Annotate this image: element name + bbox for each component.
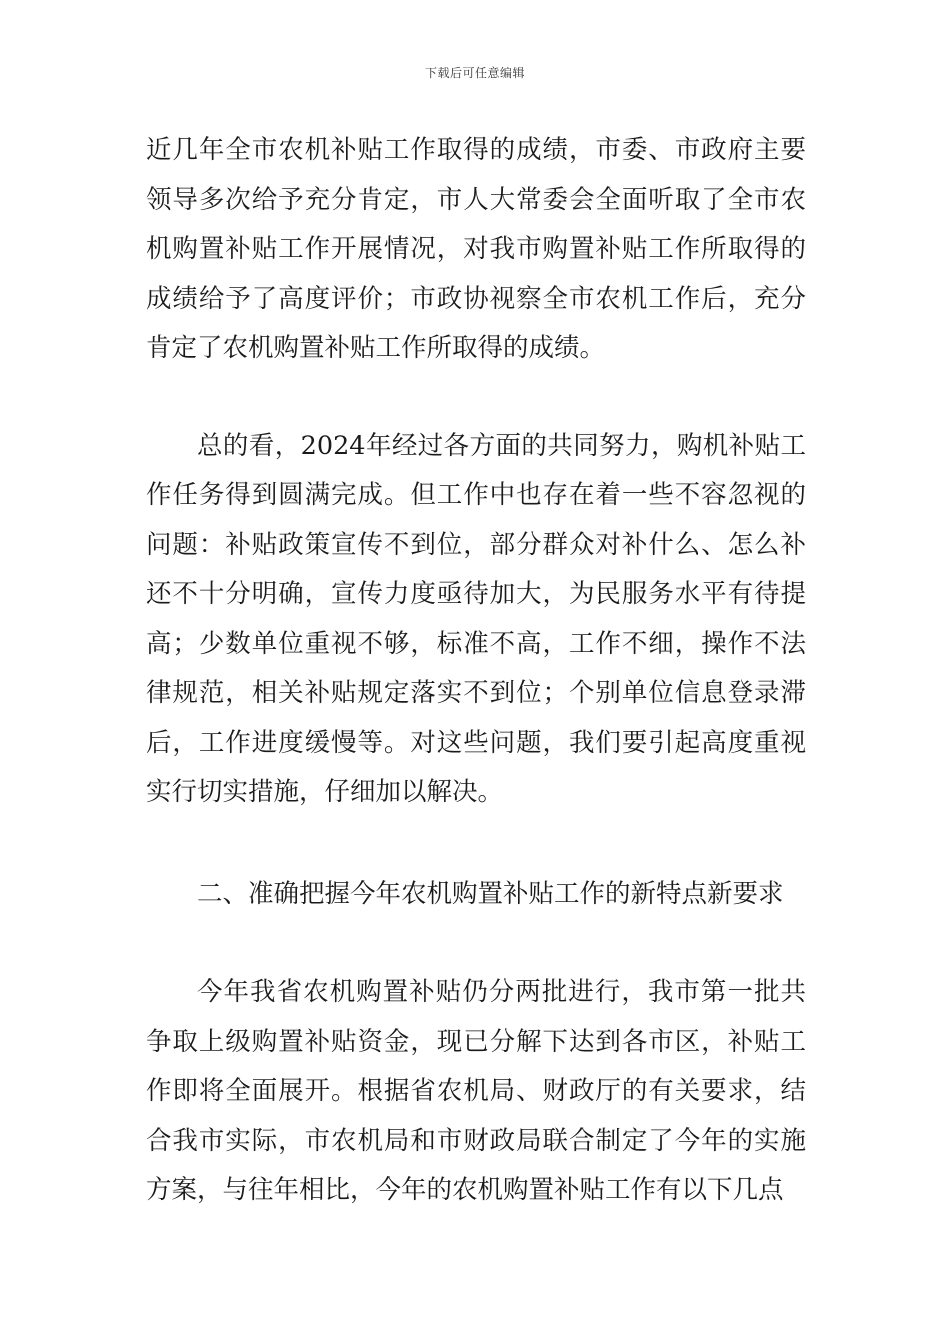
section-heading: 二、准确把握今年农机购置补贴工作的新特点新要求 xyxy=(197,878,784,909)
paragraph-achievements: 近几年全市农机补贴工作取得的成绩，市委、市政府主要领导多次给予充分肯定，市人大常委会全面听取了全市农机购置补贴工作开展情况，对我市购置补贴工作所取得的成绩给予了高度评价；市政协视察全市农机工作后，充分肯定了农机购置补贴工作所取得的成绩。 xyxy=(146,135,806,363)
document-body xyxy=(146,126,806,1216)
page-header: 下载后可任意编辑 xyxy=(424,66,525,80)
paragraph-summary: 总的看，2024年经过各方面的共同努力，购机补贴工作任务得到圆满完成。但工作中也存在着一些不容忽视的问题：补贴政策宣传不到位，部分群众对补什么、怎么补还不十分明确，宣传力度亟待加大，为民服务水平有待提高；少数单位重视不够，标准不高，工作不细，操作不法律规范，相关补贴规定落实不到位；个别单位信息登录滞后，工作进度缓慢等。对这些问题，我们要引起高度重视实行切实措施，仔细加以解决。 xyxy=(146,430,806,807)
paragraph-new-requirements: 今年我省农机购置补贴仍分两批进行，我市第一批共争取上级购置补贴资金，现已分解下达到各市区，补贴工作即将全面展开。根据省农机局、财政厅的有关要求，结合我市实际，市农机局和市财政局联合制定了今年的实施方案，与往年相比，今年的农机购置补贴工作有以下几点 xyxy=(146,977,806,1205)
